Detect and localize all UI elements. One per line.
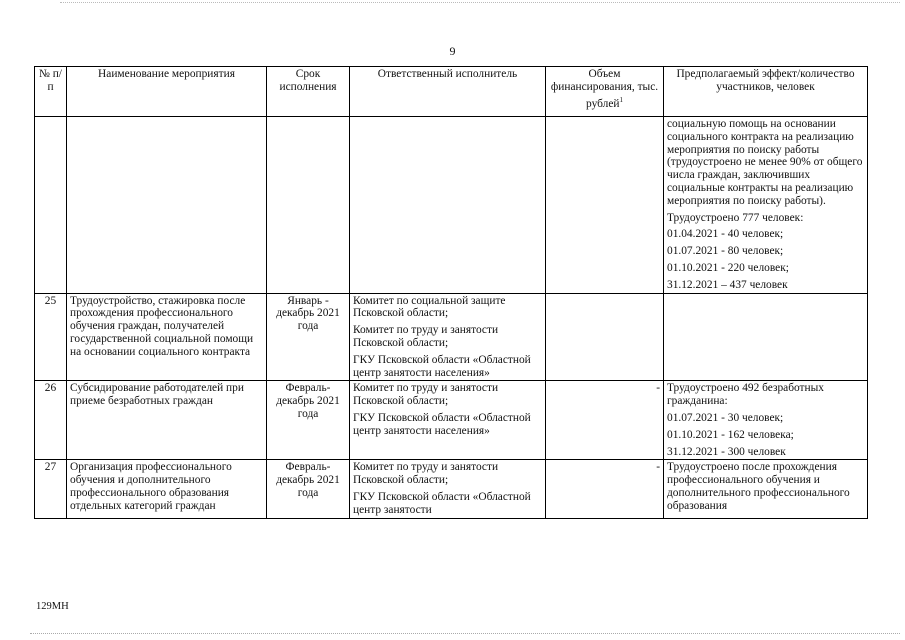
effect-cell — [664, 117, 868, 294]
effect-text: 01.07.2021 - 80 человек; — [667, 245, 784, 258]
measure-name: Трудоустройство, стажировка после прохождения профессионального обучения граждан, получателей государственной социальной помощи на основании социального контракта — [67, 293, 267, 381]
row-num: 27 — [35, 460, 67, 518]
financing-cell — [546, 293, 664, 381]
term-cell: Январь - декабрь 2021 года — [267, 293, 350, 381]
table-row-25 — [35, 293, 868, 381]
executor-text: ГКУ Псковской области «Областной центр занятости населения» — [353, 353, 531, 379]
executor-text: ГКУ Псковской области «Областной центр занятости населения» — [353, 411, 531, 437]
effect-text: 01.07.2021 - 30 человек; — [667, 411, 784, 424]
executor-text: Комитет по социальной защите Псковской области; — [353, 294, 506, 320]
measure-name: Субсидирование работодателей при приеме безработных граждан — [67, 381, 267, 460]
effect-text: 31.12.2021 - 300 человек — [667, 445, 786, 458]
effect-text: Трудоустроено 777 человек: — [667, 211, 804, 224]
executor-text: Комитет по труду и занятости Псковской области; — [353, 324, 499, 349]
effect-text: 01.10.2021 - 220 человек; — [667, 261, 789, 274]
measure-name: Организация профессионального обучения и дополнительного профессионального образования отдельных категорий граждан — [67, 460, 267, 518]
header-num: № п/п — [35, 67, 67, 117]
header-term: Срок исполнения — [267, 67, 350, 117]
header-exec: Ответственный исполнитель — [350, 67, 546, 117]
document-code: 129МН — [36, 601, 69, 612]
effect-text: 01.10.2021 - 162 человека; — [667, 428, 794, 441]
header-fin: Объем финансирования, тыс. рублей$^1$ — [546, 67, 664, 117]
effect-cell — [664, 460, 868, 518]
executor-cell — [350, 460, 546, 518]
financing-cell: - — [546, 460, 664, 518]
page-number: 9 — [449, 44, 456, 58]
executor-cell — [350, 293, 546, 381]
effect-cell — [664, 381, 868, 460]
executor-text: Комитет по труду и занятости Псковской области; — [353, 382, 499, 408]
financing-cell: - — [546, 381, 664, 460]
measures-table — [34, 66, 868, 519]
effect-text: 01.04.2021 - 40 человек; — [667, 228, 784, 241]
executor-text: ГКУ Псковской области «Областной центр занятости — [353, 490, 531, 516]
table-row-26 — [35, 381, 868, 460]
term-cell: Февраль-декабрь 2021 года — [267, 460, 350, 518]
effect-text: Трудоустроено после прохождения профессионального обучения и дополнительного профессионального образования — [667, 461, 850, 512]
effect-cell — [664, 293, 868, 381]
header-effect: Предполагаемый эффект/количество участников, человек — [664, 67, 868, 117]
scan-noise-bottom — [30, 633, 900, 636]
row-num: 25 — [35, 293, 67, 381]
executor-text: Комитет по труду и занятости Псковской области; — [353, 461, 499, 487]
scan-noise-top — [60, 2, 900, 5]
effect-text: 31.12.2021 – 437 человек — [667, 278, 788, 291]
table-row-27 — [35, 460, 868, 518]
table-row-continuation — [35, 117, 868, 294]
effect-text: Трудоустроено 492 безработных гражданина: — [667, 382, 824, 408]
header-name: Наименование мероприятия — [67, 67, 267, 117]
header-row — [35, 67, 868, 117]
effect-text: социальную помощь на основании социального контракта на реализацию мероприятия по поиску работы (трудоустроено не менее 90% от общего числа граждан, заключивших социальные контракты на реализацию мероприятия по поиску работы). — [667, 118, 863, 207]
executor-cell — [350, 381, 546, 460]
row-num: 26 — [35, 381, 67, 460]
term-cell: Февраль-декабрь 2021 года — [267, 381, 350, 460]
